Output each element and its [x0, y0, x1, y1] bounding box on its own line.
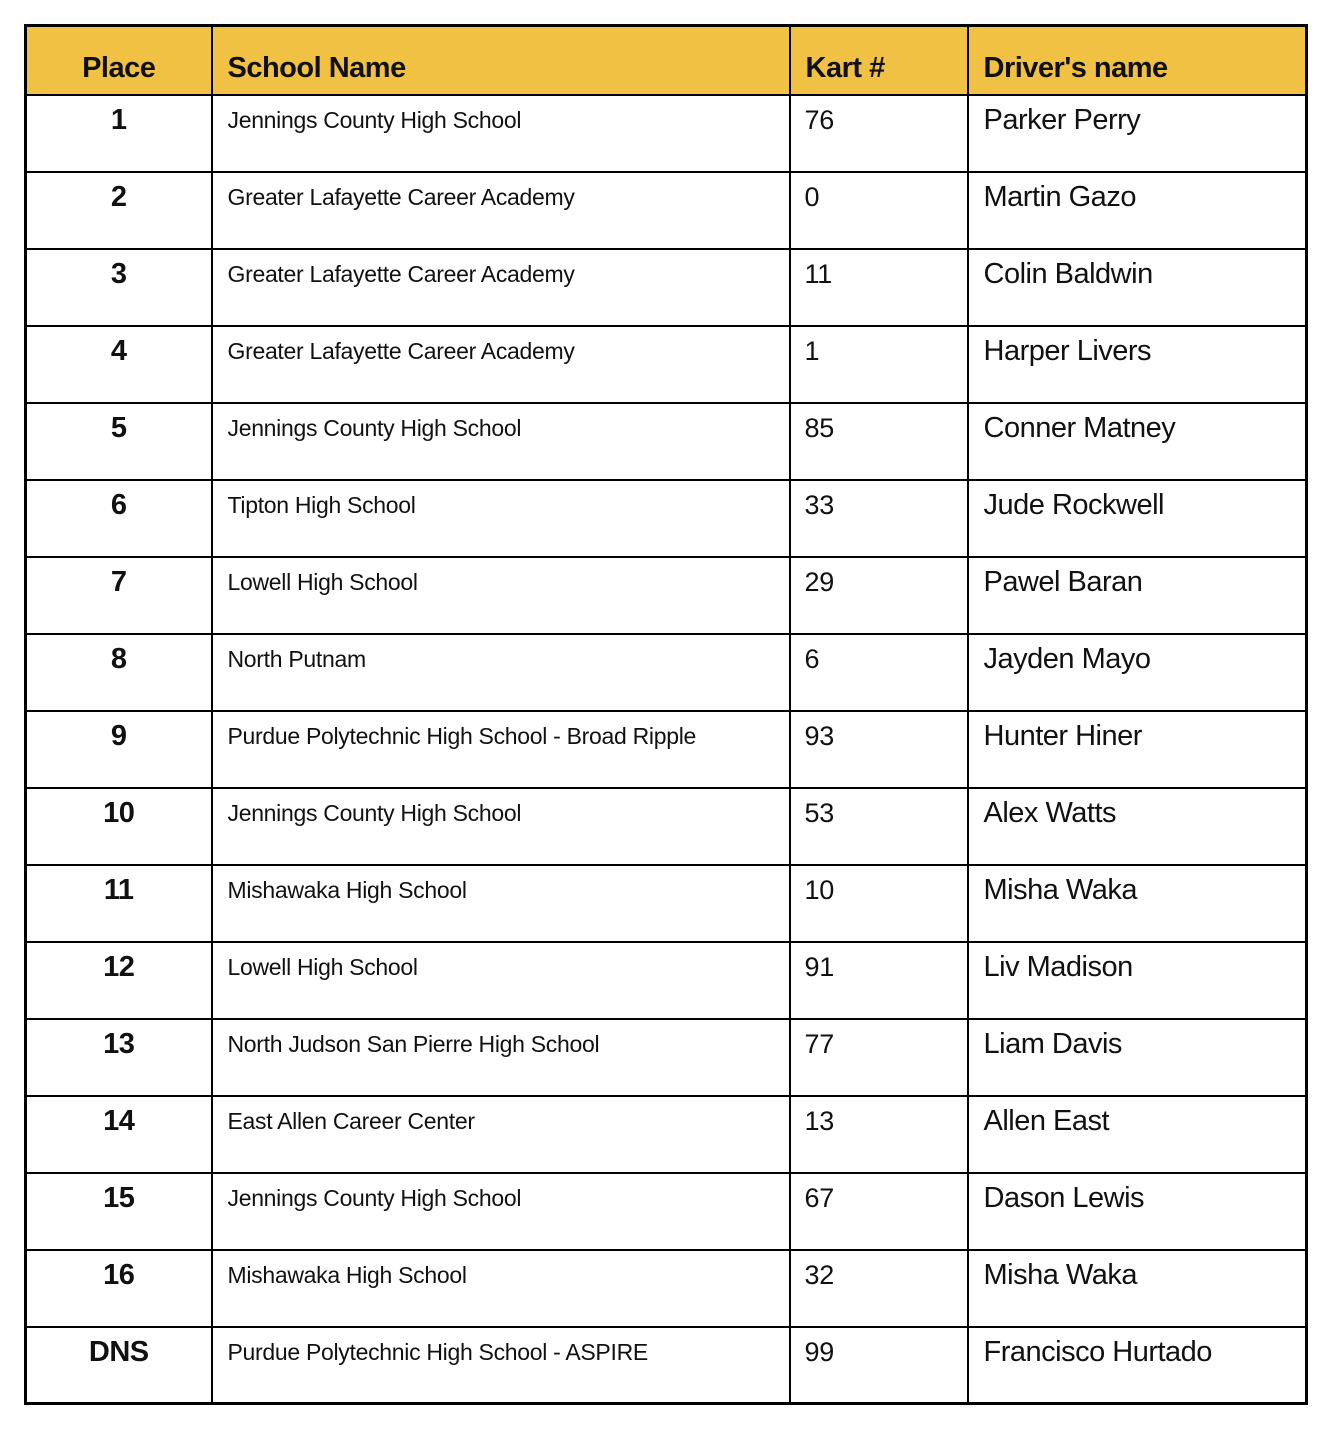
- table-row: [26, 1019, 1307, 1096]
- table-row: [26, 172, 1307, 249]
- school-cell: Lowell High School: [212, 942, 790, 1019]
- table-row: [26, 557, 1307, 634]
- school-cell: Lowell High School: [212, 557, 790, 634]
- kart-cell: 85: [790, 403, 968, 480]
- school-cell: Greater Lafayette Career Academy: [212, 249, 790, 326]
- driver-cell: Parker Perry: [968, 95, 1307, 172]
- school-cell: Jennings County High School: [212, 95, 790, 172]
- place-cell: 6: [26, 480, 212, 557]
- place-cell: 4: [26, 326, 212, 403]
- kart-cell: 13: [790, 1096, 968, 1173]
- place-cell: 11: [26, 865, 212, 942]
- kart-cell: 11: [790, 249, 968, 326]
- school-cell: Jennings County High School: [212, 788, 790, 865]
- place-cell: DNS: [26, 1327, 212, 1404]
- place-cell: 13: [26, 1019, 212, 1096]
- header-row: [26, 26, 1307, 95]
- table-row: [26, 634, 1307, 711]
- kart-cell: 10: [790, 865, 968, 942]
- driver-cell: Colin Baldwin: [968, 249, 1307, 326]
- kart-cell: 91: [790, 942, 968, 1019]
- header-place: Place: [26, 26, 212, 95]
- driver-cell: Dason Lewis: [968, 1173, 1307, 1250]
- driver-cell: Hunter Hiner: [968, 711, 1307, 788]
- driver-cell: Martin Gazo: [968, 172, 1307, 249]
- school-cell: Jennings County High School: [212, 1173, 790, 1250]
- driver-cell: Jude Rockwell: [968, 480, 1307, 557]
- kart-cell: 67: [790, 1173, 968, 1250]
- table-row: [26, 865, 1307, 942]
- driver-cell: Liam Davis: [968, 1019, 1307, 1096]
- kart-cell: 76: [790, 95, 968, 172]
- header-kart: Kart #: [790, 26, 968, 95]
- place-cell: 9: [26, 711, 212, 788]
- driver-cell: Misha Waka: [968, 1250, 1307, 1327]
- place-cell: 2: [26, 172, 212, 249]
- driver-cell: Francisco Hurtado: [968, 1327, 1307, 1404]
- driver-cell: Harper Livers: [968, 326, 1307, 403]
- school-cell: Purdue Polytechnic High School - ASPIRE: [212, 1327, 790, 1404]
- header-driver: Driver's name: [968, 26, 1307, 95]
- school-cell: North Judson San Pierre High School: [212, 1019, 790, 1096]
- table-row: [26, 942, 1307, 1019]
- kart-cell: 1: [790, 326, 968, 403]
- driver-cell: Alex Watts: [968, 788, 1307, 865]
- school-cell: Purdue Polytechnic High School - Broad Ripple: [212, 711, 790, 788]
- kart-cell: 6: [790, 634, 968, 711]
- table-row: [26, 480, 1307, 557]
- kart-cell: 32: [790, 1250, 968, 1327]
- header-school: School Name: [212, 26, 790, 95]
- school-cell: Jennings County High School: [212, 403, 790, 480]
- kart-cell: 99: [790, 1327, 968, 1404]
- driver-cell: Allen East: [968, 1096, 1307, 1173]
- race-results-table: [24, 24, 1308, 1405]
- place-cell: 1: [26, 95, 212, 172]
- school-cell: Mishawaka High School: [212, 865, 790, 942]
- table-row: [26, 1173, 1307, 1250]
- table-row: [26, 326, 1307, 403]
- table-row: [26, 788, 1307, 865]
- place-cell: 12: [26, 942, 212, 1019]
- driver-cell: Liv Madison: [968, 942, 1307, 1019]
- place-cell: 7: [26, 557, 212, 634]
- school-cell: North Putnam: [212, 634, 790, 711]
- table-row: [26, 1250, 1307, 1327]
- school-cell: Tipton High School: [212, 480, 790, 557]
- kart-cell: 29: [790, 557, 968, 634]
- table-row: [26, 95, 1307, 172]
- place-cell: 3: [26, 249, 212, 326]
- table-row: [26, 249, 1307, 326]
- place-cell: 14: [26, 1096, 212, 1173]
- kart-cell: 33: [790, 480, 968, 557]
- table-header: [26, 26, 1307, 95]
- school-cell: Greater Lafayette Career Academy: [212, 172, 790, 249]
- kart-cell: 53: [790, 788, 968, 865]
- table-row: [26, 1327, 1307, 1404]
- kart-cell: 0: [790, 172, 968, 249]
- place-cell: 15: [26, 1173, 212, 1250]
- table-row: [26, 403, 1307, 480]
- place-cell: 5: [26, 403, 212, 480]
- school-cell: Mishawaka High School: [212, 1250, 790, 1327]
- driver-cell: Jayden Mayo: [968, 634, 1307, 711]
- place-cell: 16: [26, 1250, 212, 1327]
- place-cell: 8: [26, 634, 212, 711]
- school-cell: Greater Lafayette Career Academy: [212, 326, 790, 403]
- place-cell: 10: [26, 788, 212, 865]
- kart-cell: 77: [790, 1019, 968, 1096]
- driver-cell: Misha Waka: [968, 865, 1307, 942]
- table-row: [26, 1096, 1307, 1173]
- driver-cell: Conner Matney: [968, 403, 1307, 480]
- kart-cell: 93: [790, 711, 968, 788]
- driver-cell: Pawel Baran: [968, 557, 1307, 634]
- table-row: [26, 711, 1307, 788]
- results-table-body: [26, 95, 1307, 1404]
- school-cell: East Allen Career Center: [212, 1096, 790, 1173]
